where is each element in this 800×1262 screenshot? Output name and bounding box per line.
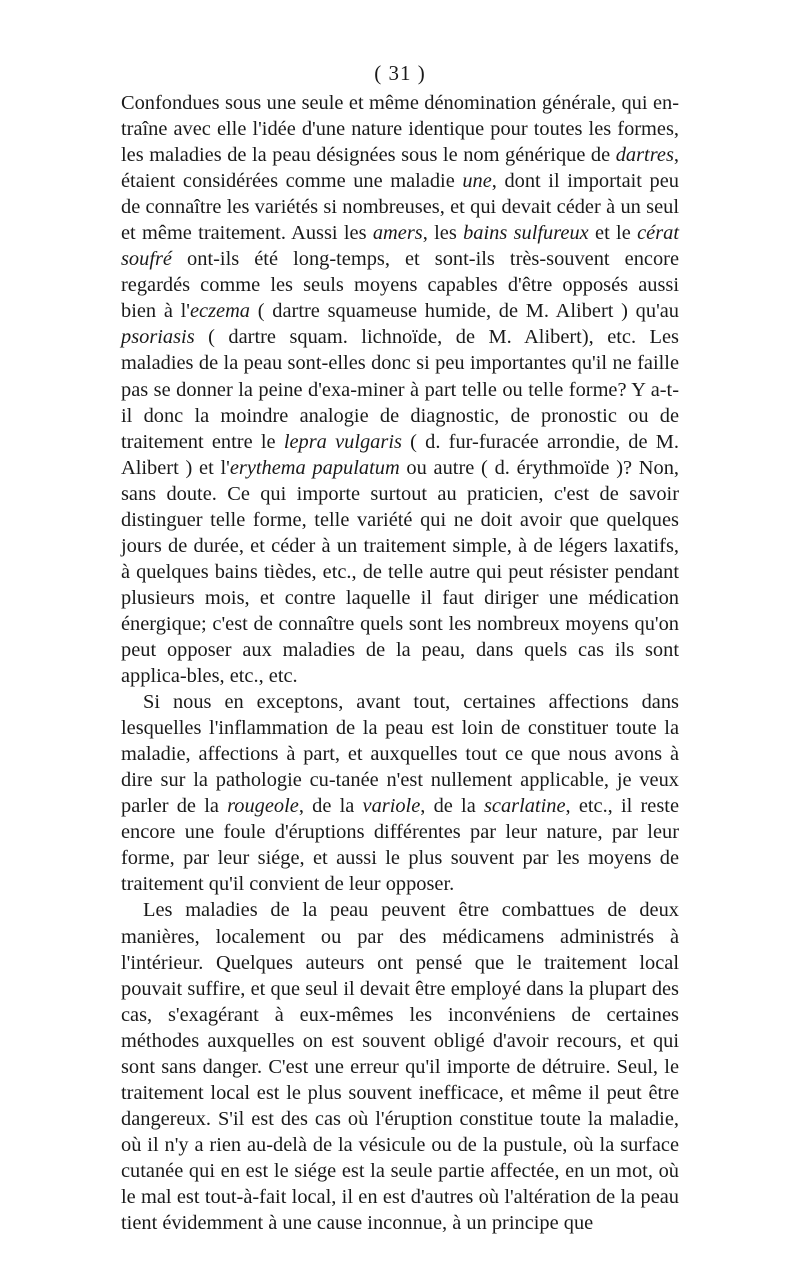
body-text: [121, 90, 679, 1236]
italic-term: bains sulfureux: [463, 222, 589, 245]
text-run: ( dartre squam. lichnoïde, de M. Alibert), etc. Les maladies de la peau sont-elles donc si peu importantes qu'il ne faille pas se donner la peine d'exa-miner à part telle ou telle forme? Y a-t-il donc la moindre analogie de diagnostic, de pronostic ou de traitement entre le: [121, 326, 679, 453]
text-run: , etc., il reste encore une foule d'éruptions différentes par leur nature, par leur forme, par leur siége, et aussi le plus souvent par les moyens de traitement qu'il convient de leur opposer.: [121, 795, 679, 896]
text-run: ( d. fur-furacée arrondie, de M. Alibert ) et l': [121, 430, 679, 479]
italic-term: dartres: [615, 144, 674, 167]
text-run: , étaient considérées comme une maladie: [121, 144, 679, 193]
text-run: et le: [588, 222, 638, 245]
paragraph-3: [121, 897, 679, 1236]
text-run: ont-ils été long-temps, et sont-ils très-souvent encore regardés comme les seuls moyens capables d'être opposés aussi bien à l': [121, 248, 679, 323]
text-run: Si nous en exceptons, avant tout, certaines affections dans lesquelles l'inflammation de la peau est loin de constituer toute la maladie, affections à part, et auxquelles tout ce que nous avons à dire sur la pathologie cu-tanée n'est nullement applicable, je veux parler de la: [121, 691, 679, 818]
italic-term: cérat soufré: [121, 222, 679, 271]
text-run: ou autre ( d. érythmoïde )? Non, sans doute. Ce qui importe surtout au praticien, c'est de savoir distinguer telle forme, telle variété qui ne doit avoir que quelques jours de durée, et céder à un traitement simple, à de légers laxatifs, à quelques bains tièdes, etc., de telle autre qui peut résister pendant plusieurs mois, et contre laquelle il faut diriger une médication énergique; c'est de connaître quels sont les nombreux moyens qu'on peut opposer aux maladies de la peau, dans quels cas ils sont applica-bles, etc., etc.: [121, 456, 679, 688]
italic-term: scarlatine: [483, 795, 566, 818]
text-run: , de la: [298, 795, 363, 818]
italic-term: eczema: [190, 300, 251, 323]
text-run: , de la: [420, 795, 484, 818]
text-run: ( dartre squameuse humide, de M. Alibert ) qu'au: [250, 300, 679, 323]
page-number: ( 31 ): [374, 61, 426, 85]
text-run: , dont il importait peu de connaître les variétés si nombreuses, et qui devait céder à un seul et même traitement. Aussi les: [121, 170, 679, 245]
paragraph-2: [121, 689, 679, 897]
italic-term: variole: [362, 795, 421, 818]
paragraph-1: [121, 90, 679, 689]
italic-term: rougeole: [227, 795, 299, 818]
italic-term: une: [462, 170, 492, 193]
text-run: , les: [422, 222, 464, 245]
italic-term: lepra vulgaris: [283, 430, 402, 453]
italic-term: amers: [372, 222, 423, 245]
text-run: Confondues sous une seule et même dénomination générale, qui en-traîne avec elle l'idée d'une nature identique pour toutes les formes, les maladies de la peau désignées sous le nom générique de: [121, 92, 679, 167]
italic-term: erythema papulatum: [229, 456, 400, 479]
italic-term: psoriasis: [121, 326, 195, 349]
text-run: Les maladies de la peau peuvent être combattues de deux manières, localement ou par des médicamens administrés à l'intérieur. Quelques auteurs ont pensé que le traitement local pouvait suffire, et que seul il devait être employé dans la plupart des cas, s'exagérant à eux-mêmes les inconvéniens de certaines méthodes auxquelles on est souvent obligé d'avoir recours, et qui sont sans danger. C'est une erreur qu'il importe de détruire. Seul, le traitement local est le plus souvent inefficace, et même il peut être dangereux. S'il est des cas où l'éruption constitue toute la maladie, où il n'y a rien au-delà de la vésicule ou de la pustule, où la surface cutanée qui en est le siége est la seule partie affectée, en un mot, où le mal est tout-à-fait local, il en est d'autres où l'altération de la peau tient évidemment à une cause inconnue, à un principe que: [121, 899, 679, 1235]
